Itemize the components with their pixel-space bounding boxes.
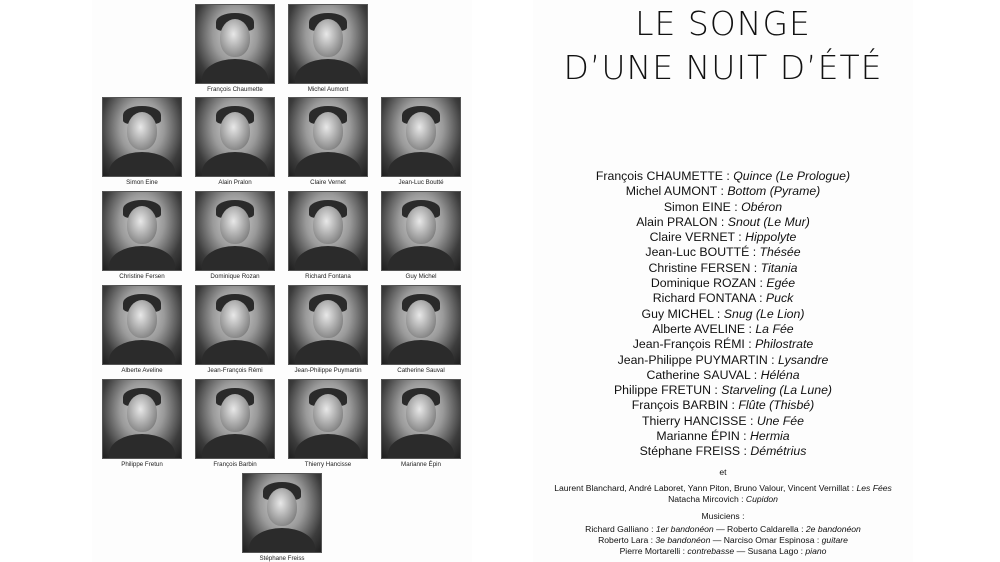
cast-row — [533, 307, 913, 322]
portrait-photo — [242, 473, 322, 553]
portrait-caption: Dominique Rozan — [210, 273, 260, 280]
musician-line — [533, 546, 913, 557]
portrait-photo — [381, 191, 461, 271]
portrait-caption: Simon Eine — [126, 179, 158, 186]
cast-actor: Richard FONTANA : — [652, 291, 766, 306]
portrait — [288, 97, 368, 186]
cast-actor: Catherine SAUVAL : — [646, 367, 761, 382]
portrait — [288, 285, 368, 374]
cast-role: Puck — [765, 291, 794, 306]
cast-role: Egée — [766, 276, 796, 291]
play-title-line-2: D’UNE NUIT D’ÉTÉ — [563, 48, 883, 87]
portrait-photo — [102, 379, 182, 459]
cast-actor: François CHAUMETTE : — [595, 169, 734, 183]
cast-row — [533, 353, 913, 368]
cast-actor: Michel AUMONT : — [625, 184, 728, 199]
cast-actor: Stéphane FREISS : — [639, 444, 751, 459]
cast-role: Snug (Le Lion) — [723, 306, 805, 321]
cast-role: Une Fée — [756, 413, 804, 428]
cast-actor: Jean-Luc BOUTTÉ : — [645, 245, 760, 260]
cast-row — [533, 184, 913, 199]
portrait-caption: Alain Pralon — [218, 179, 252, 186]
portrait — [381, 191, 461, 280]
portrait — [195, 4, 275, 93]
musician-name: — Roberto Caldarella : — [713, 524, 806, 534]
cast-row — [533, 322, 913, 337]
portrait-caption: Catherine Sauval — [397, 367, 445, 374]
musician-instrument: 3e bandonéon — [655, 534, 711, 545]
cast-role: Philostrate — [755, 337, 814, 352]
cast-role: Lysandre — [778, 352, 829, 367]
portrait-caption: Claire Vernet — [310, 179, 346, 186]
portrait-caption: Philippe Fretun — [121, 461, 163, 468]
cast-actor: Marianne ÉPIN : — [656, 429, 750, 444]
portrait — [242, 473, 322, 562]
portrait-photo — [288, 191, 368, 271]
portrait-caption: Marianne Épin — [401, 461, 441, 468]
fairies-role: Les Fées — [856, 483, 892, 493]
play-title-line-1: LE SONGE — [635, 4, 811, 43]
cast-actor: Jean-François RÉMI : — [632, 337, 756, 352]
portrait-caption: François Barbin — [213, 461, 257, 468]
cast-role: Démétrius — [750, 444, 807, 459]
cast-actor: François BARBIN : — [631, 398, 739, 413]
portrait — [195, 97, 275, 186]
musician-instrument: piano — [805, 545, 827, 556]
musician-name: — Narciso Omar Espinosa : — [710, 534, 822, 545]
portrait-photo — [381, 379, 461, 459]
cast-role: Starveling (La Lune) — [721, 383, 833, 398]
cast-role: Bottom (Pyrame) — [727, 184, 821, 199]
cupidon-name: Natacha Mircovich : — [668, 493, 744, 504]
portrait-photo — [195, 4, 275, 84]
cast-role: Thésée — [759, 245, 801, 260]
cast-row — [533, 337, 913, 352]
cast-actor: Alberte AVELINE : — [652, 321, 756, 336]
portrait-photo — [102, 191, 182, 271]
fairies-credits — [533, 483, 913, 505]
musician-name: Roberto Lara : — [598, 534, 656, 545]
portrait-photo — [102, 285, 182, 365]
portrait — [288, 4, 368, 93]
cast-role: Héléna — [760, 367, 800, 382]
portrait-caption: Richard Fontana — [305, 273, 351, 280]
cast-row — [533, 291, 913, 306]
cast-row — [533, 368, 913, 383]
portrait-caption: François Chaumette — [207, 86, 263, 93]
portrait-page — [92, 0, 472, 562]
portrait-caption: Michel Aumont — [307, 86, 349, 93]
portrait — [195, 285, 275, 374]
portrait — [195, 191, 275, 280]
cast-row — [533, 245, 913, 260]
portrait — [381, 379, 461, 468]
cast-actor: Dominique ROZAN : — [650, 276, 767, 291]
portrait-photo — [288, 379, 368, 459]
portrait — [102, 379, 182, 468]
portrait — [288, 191, 368, 280]
portrait — [102, 97, 182, 186]
musician-instrument: contrebasse — [687, 545, 735, 556]
portrait-caption: Jean-Luc Boutté — [398, 179, 444, 186]
cast-role: Titania — [760, 260, 798, 275]
portrait — [381, 97, 461, 186]
cast-role: La Fée — [755, 321, 794, 336]
musician-name: Pierre Mortarelli : — [619, 545, 688, 556]
portrait-photo — [195, 97, 275, 177]
cast-actor: Alain PRALON : — [636, 214, 728, 229]
cast-actor: Philippe FRETUN : — [613, 383, 722, 398]
portrait-photo — [195, 285, 275, 365]
portrait — [381, 285, 461, 374]
portrait — [102, 191, 182, 280]
musician-line — [533, 535, 913, 546]
portrait-photo — [288, 4, 368, 84]
cast-actor: Claire VERNET : — [649, 230, 746, 245]
cast-role: Obéron — [741, 199, 783, 214]
cast-actor: Guy MICHEL : — [641, 306, 724, 321]
cast-row — [533, 230, 913, 245]
cast-row — [533, 398, 913, 413]
cast-actor: Thierry HANCISSE : — [642, 413, 757, 428]
musician-instrument: 1er bandonéon — [655, 524, 714, 534]
cast-actor: Simon EINE : — [663, 199, 742, 214]
portrait-caption: Thierry Hancisse — [304, 461, 352, 468]
cast-row — [533, 429, 913, 444]
et-label: et — [719, 467, 727, 477]
musician-name: — Susana Lago : — [734, 545, 806, 556]
portrait-caption: Christine Fersen — [119, 273, 165, 280]
cast-role: Quince (Le Prologue) — [733, 169, 851, 183]
cast-page — [533, 0, 913, 562]
cast-row — [533, 276, 913, 291]
cast-actor: Christine FERSEN : — [648, 260, 761, 275]
portrait-photo — [381, 97, 461, 177]
cast-actor: Jean-Philippe PUYMARTIN : — [617, 352, 778, 367]
cast-row — [533, 444, 913, 459]
cast-role: Flûte (Thisbé) — [738, 398, 815, 413]
portrait — [288, 379, 368, 468]
musician-name: Richard Galliano : — [585, 524, 656, 534]
cupidon-role: Cupidon — [745, 493, 778, 504]
musician-instrument: 2e bandonéon — [805, 524, 861, 534]
fairies-names: Laurent Blanchard, André Laboret, Yann Piton, Bruno Valour, Vincent Vernillat : — [554, 483, 855, 493]
portrait-photo — [381, 285, 461, 365]
cast-list — [533, 169, 913, 460]
musicians-credits — [533, 524, 913, 556]
portrait-caption: Stéphane Freiss — [259, 555, 305, 562]
portrait-photo — [195, 379, 275, 459]
cast-row — [533, 414, 913, 429]
cast-row — [533, 200, 913, 215]
portrait-photo — [195, 191, 275, 271]
cast-row — [533, 169, 913, 184]
portrait-photo — [102, 97, 182, 177]
cast-row — [533, 261, 913, 276]
musicians-heading: Musiciens : — [701, 511, 745, 521]
portrait-photo — [288, 285, 368, 365]
cast-role: Snout (Le Mur) — [727, 214, 810, 229]
cast-row — [533, 215, 913, 230]
cast-role: Hermia — [750, 429, 790, 444]
portrait-photo — [288, 97, 368, 177]
portrait — [195, 379, 275, 468]
portrait-caption: Jean-François Rémi — [207, 367, 263, 374]
musician-line — [533, 524, 913, 535]
musician-instrument: guitare — [821, 534, 848, 545]
cast-row — [533, 383, 913, 398]
cast-role: Hippolyte — [745, 230, 797, 245]
portrait-caption: Alberte Aveline — [121, 367, 163, 374]
portrait-caption: Guy Michel — [405, 273, 437, 280]
portrait-caption: Jean-Philippe Puymartin — [294, 367, 362, 374]
portrait — [102, 285, 182, 374]
